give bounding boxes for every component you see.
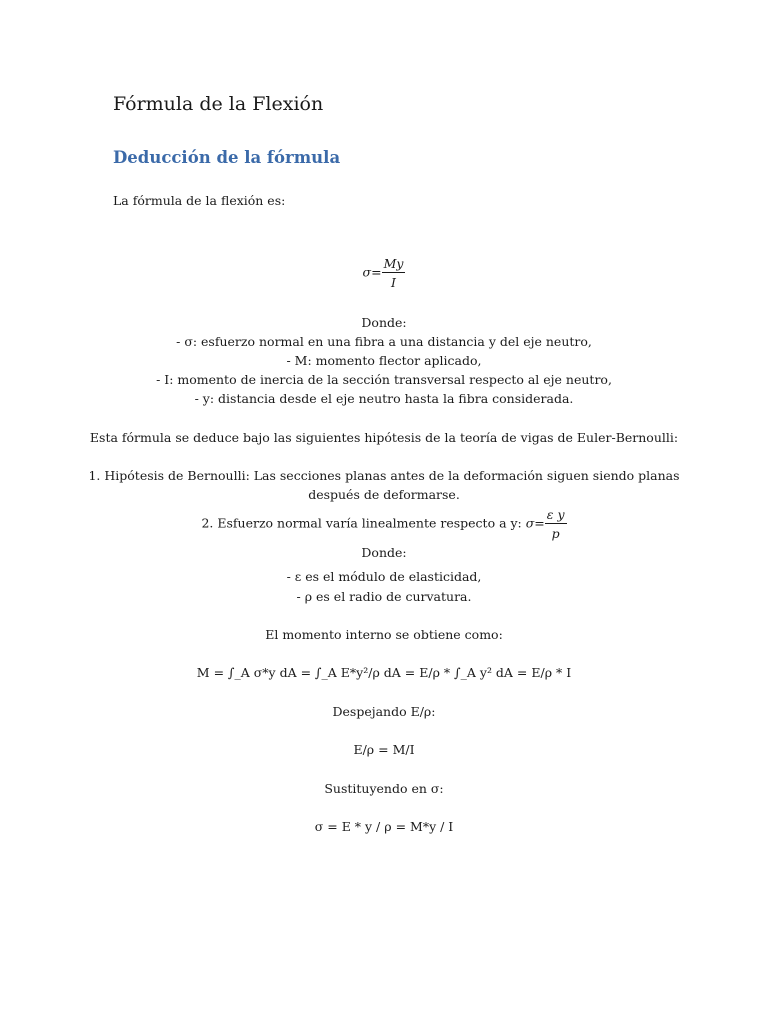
formula1-fraction (382, 256, 406, 290)
donde-label-1: Donde: (361, 315, 407, 330)
formula1-denominator: I (391, 275, 396, 290)
section-heading: Deducción de la fórmula (113, 148, 341, 167)
definition-line: - σ: esfuerzo normal en una fibra a una distancia y del eje neutro, (176, 334, 592, 349)
page-title: Fórmula de la Flexión (113, 93, 324, 115)
formula1-numerator: My (383, 256, 404, 271)
formula2-lhs: σ (525, 515, 535, 531)
hypothesis-2-text: 2. Esfuerzo normal varía linealmente respecto a y: (201, 515, 526, 531)
definition-line: - M: momento flector aplicado, (286, 353, 482, 368)
definition-line: - y: distancia desde el eje neutro hasta la fibra considerada. (194, 391, 574, 406)
hypothesis-intro: Esta fórmula se deduce bajo las siguientes hipótesis de la teoría de vigas de Euler-Bernoulli: (89, 430, 679, 445)
despejando-text: Despejando E/ρ: (332, 704, 436, 719)
definition-line: - ρ es el radio de curvatura. (296, 589, 472, 604)
hypothesis-1-line1: 1. Hipótesis de Bernoulli: Las secciones planas antes de la deformación siguen siendo planas (88, 468, 680, 483)
moment-intro: El momento interno se obtiene como: (265, 627, 503, 642)
hypothesis-1-line2: después de deformarse. (308, 487, 460, 502)
formula2-equals: = (534, 515, 545, 531)
definition-line: - I: momento de inercia de la sección transversal respecto al eje neutro, (156, 372, 612, 387)
formula1-lhs: σ (362, 264, 372, 280)
flexure-formula (0, 256, 768, 290)
sustituyendo-text: Sustituyendo en σ: (324, 781, 444, 796)
hypothesis-2 (0, 507, 768, 541)
final-equation: σ = E * y / ρ = M*y / I (314, 819, 454, 834)
moment-equation: M = ∫_A σ*y dA = ∫_A E*y²/ρ dA = E/ρ * ∫_A y² dA = E/ρ * I (196, 665, 572, 680)
definition-line: - ε es el módulo de elasticidad, (286, 569, 482, 584)
formula2-denominator: p (551, 526, 560, 541)
intro-text: La fórmula de la flexión es: (113, 193, 286, 208)
formula2-fraction (545, 507, 567, 541)
e-rho-equation: E/ρ = M/I (353, 742, 415, 757)
donde-label-2: Donde: (361, 545, 407, 560)
formula1-equals: = (371, 264, 382, 280)
formula2-numerator: ε y (546, 507, 565, 522)
